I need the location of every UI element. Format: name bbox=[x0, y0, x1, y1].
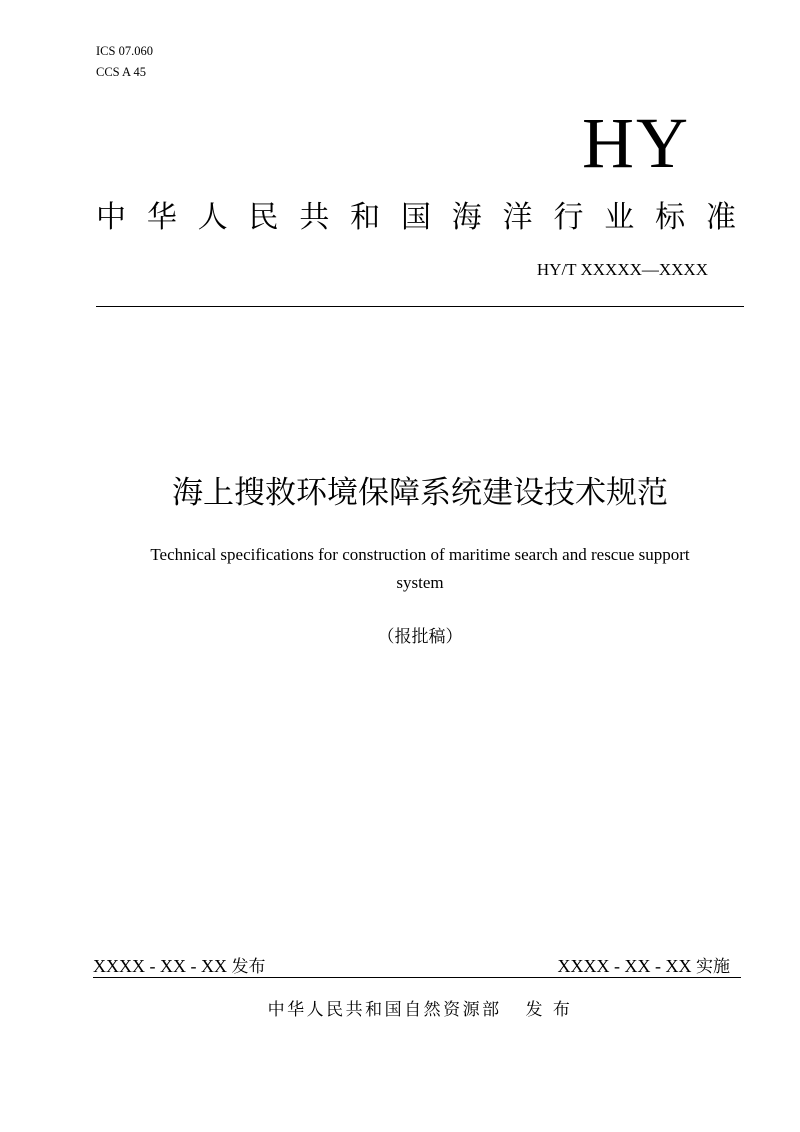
org-title-char: 海 bbox=[451, 200, 482, 235]
header-divider bbox=[96, 306, 744, 307]
org-title-char: 洋 bbox=[502, 200, 533, 235]
footer-divider bbox=[93, 977, 741, 978]
english-title bbox=[110, 541, 730, 597]
org-title-char: 国 bbox=[400, 200, 431, 235]
org-title-char: 华 bbox=[146, 200, 177, 235]
chinese-title: 海上搜救环境保障系统建设技术规范 bbox=[172, 475, 668, 511]
publisher-name: 中华人民共和国自然资源部 bbox=[267, 1000, 502, 1020]
standard-code-logo: HY bbox=[582, 103, 690, 183]
org-title-char: 和 bbox=[350, 200, 381, 235]
industry-standard-title bbox=[96, 198, 736, 238]
draft-status: （报批稿） bbox=[377, 627, 463, 647]
issue-date bbox=[93, 953, 265, 980]
issue-label: 发布 bbox=[231, 957, 266, 977]
implementation-label: 实施 bbox=[696, 957, 730, 977]
publisher bbox=[0, 997, 800, 1023]
org-title-char: 民 bbox=[248, 200, 279, 235]
org-title-char: 标 bbox=[655, 200, 686, 235]
english-title-line-2: system bbox=[396, 573, 444, 592]
ccs-code: CCS A 45 bbox=[96, 65, 147, 79]
implementation-date bbox=[558, 953, 730, 980]
implementation-date-value: XXXX - XX - XX bbox=[557, 956, 692, 976]
publisher-action: 发 布 bbox=[525, 1000, 573, 1020]
standard-number: HY/T XXXXX—XXXX bbox=[536, 260, 708, 279]
english-title-line-1: Technical specifications for construction of maritime search and rescue support bbox=[150, 545, 690, 564]
org-title-char: 中 bbox=[96, 200, 126, 235]
classification-codes bbox=[96, 41, 153, 83]
org-title-char: 共 bbox=[299, 200, 330, 235]
org-title-char: 行 bbox=[553, 200, 584, 235]
issue-date-value: XXXX - XX - XX bbox=[93, 956, 227, 976]
ics-code: ICS 07.060 bbox=[96, 44, 153, 58]
org-title-char: 准 bbox=[705, 200, 736, 235]
org-title-char: 业 bbox=[604, 200, 635, 235]
org-title-char: 人 bbox=[197, 200, 228, 235]
